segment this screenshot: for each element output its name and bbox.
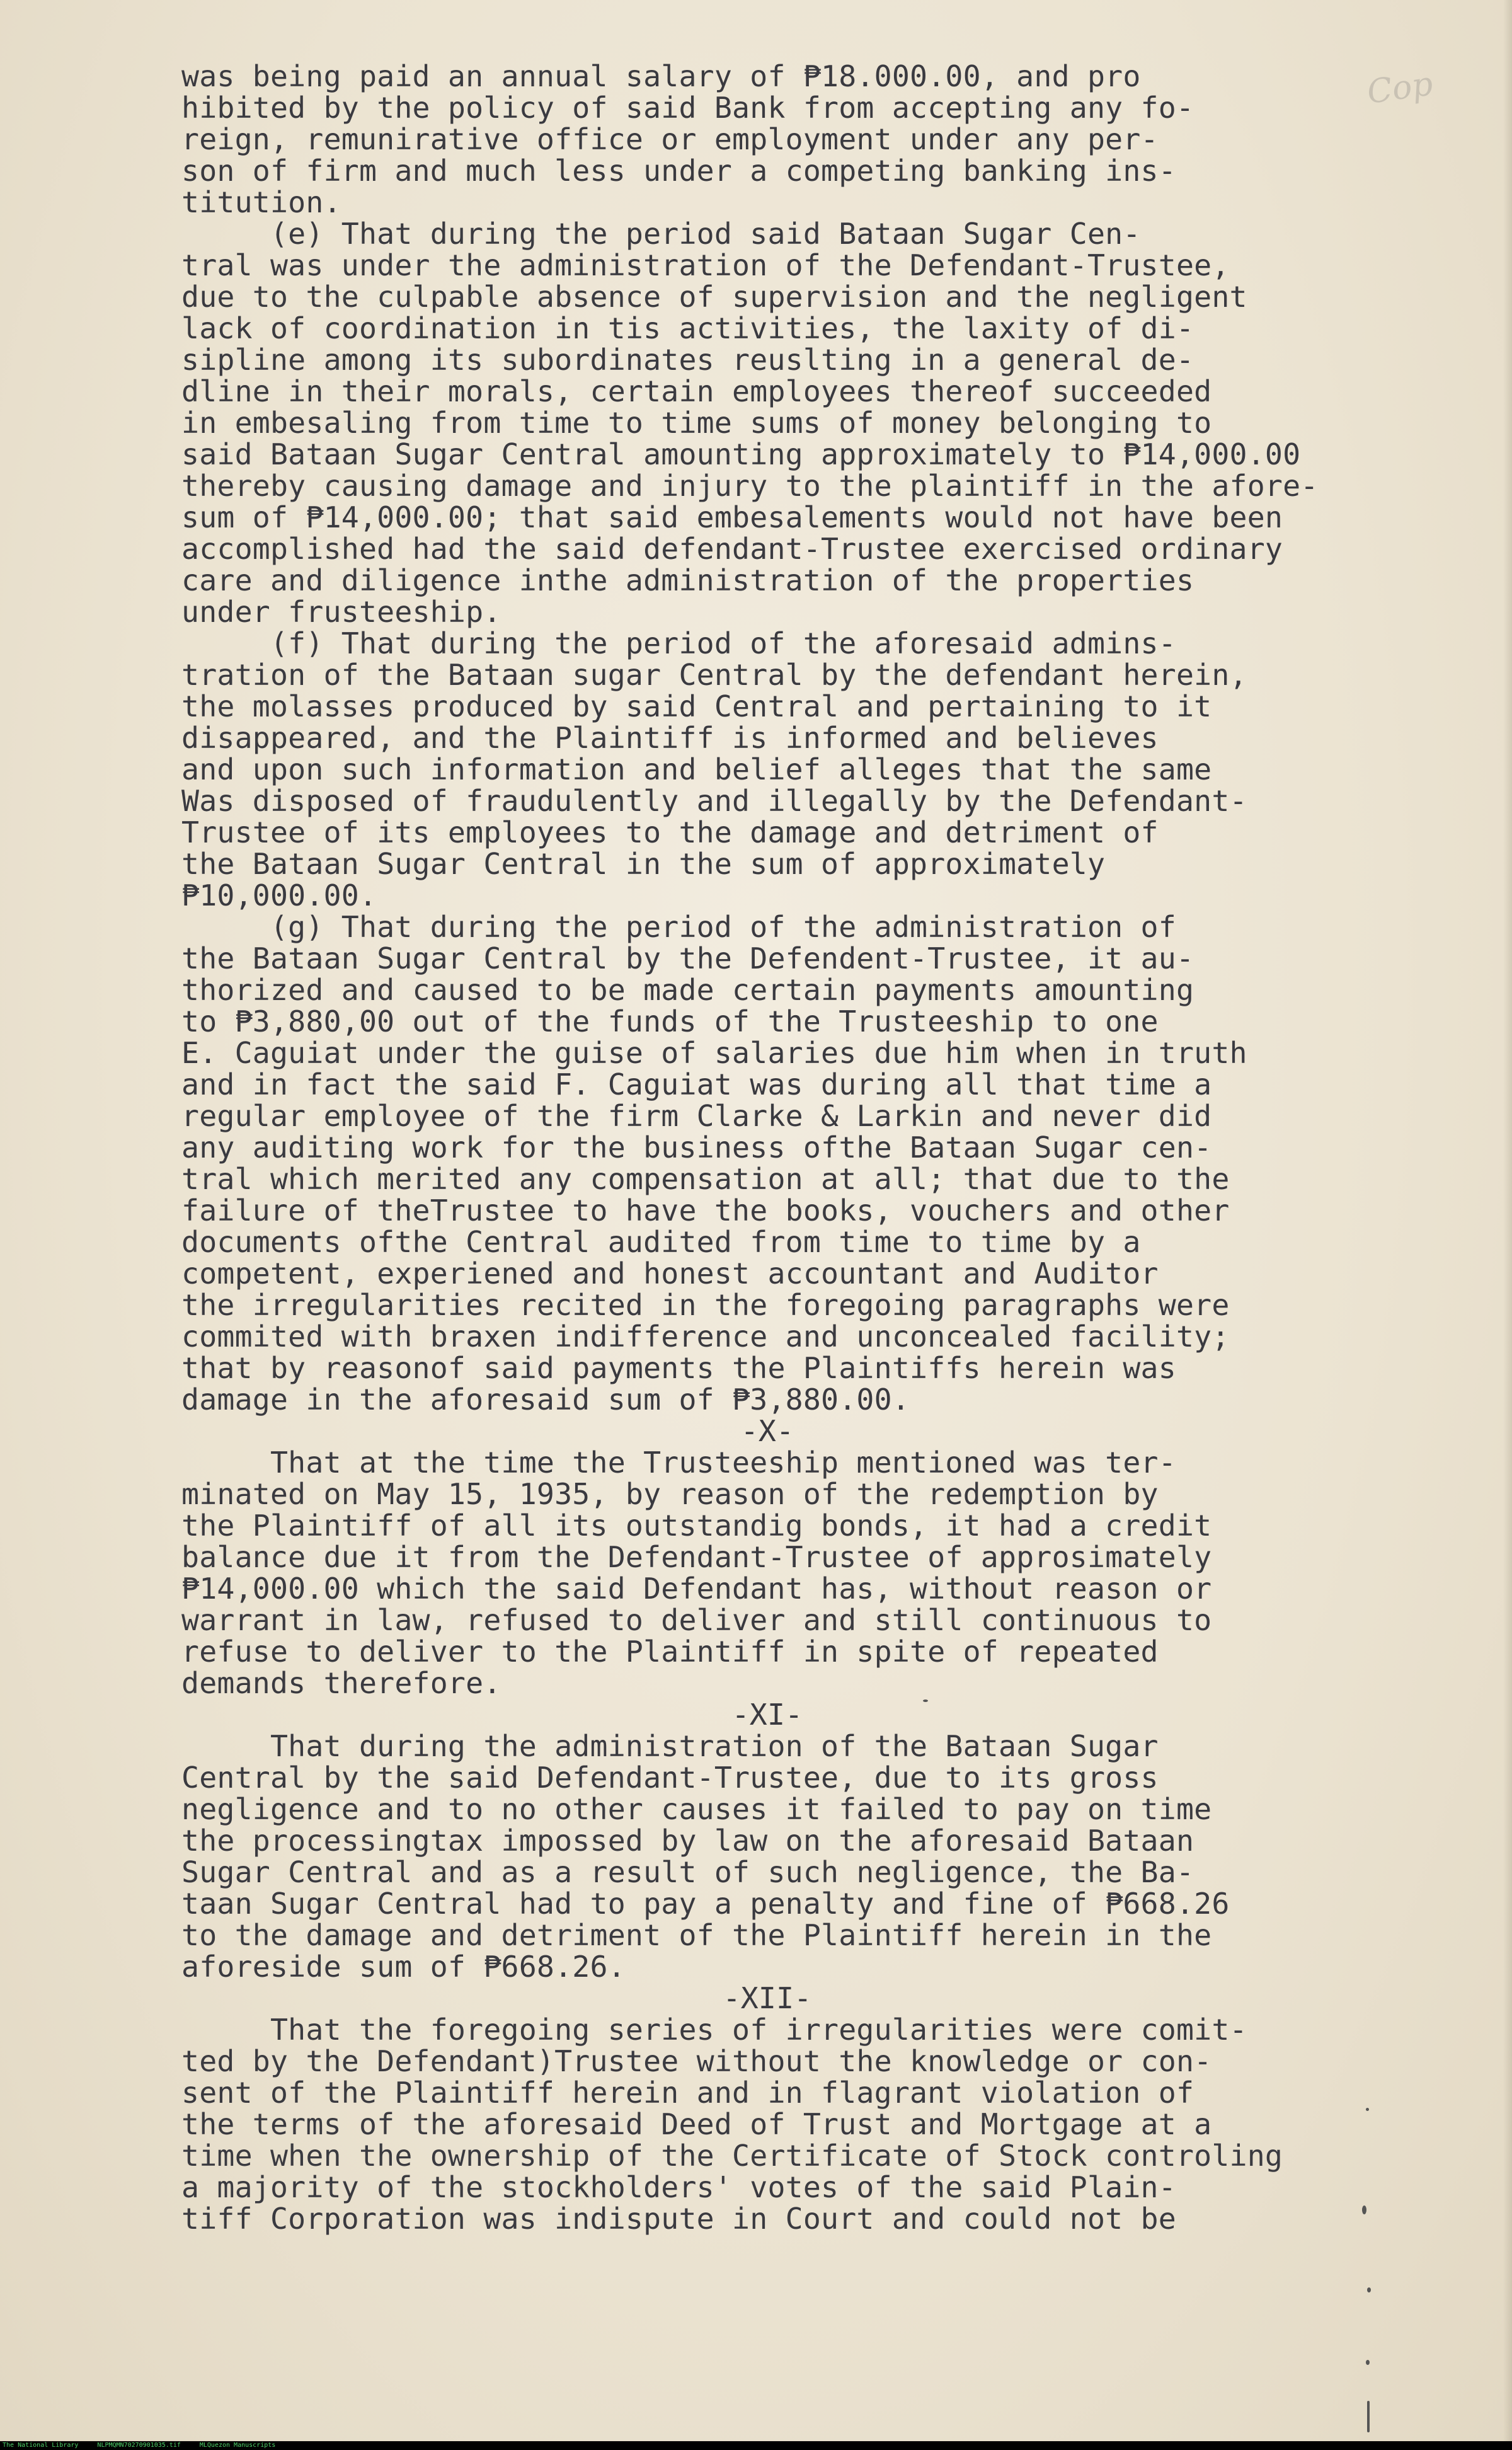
text-line: sum of ₱14,000.00; that said embesalements would not have been — [181, 500, 1283, 534]
margin-pencil-note: Cop — [1365, 65, 1436, 112]
text-line: That at the time the Trusteeship mentioned was ter- — [181, 1446, 1176, 1480]
text-line: demands therefore. — [181, 1666, 501, 1700]
text-line: taan Sugar Central had to pay a penalty and fine of ₱668.26 — [181, 1887, 1230, 1921]
section-x-heading: -X- — [740, 1414, 794, 1448]
text-line: tral was under the administration of the Defendant-Trustee, — [181, 248, 1230, 282]
body-paragraphs — [181, 60, 1441, 1415]
text-line: balance due it from the Defendant-Trustee of approsimately — [181, 1540, 1212, 1574]
text-line: hibited by the policy of said Bank from accepting any fo- — [181, 91, 1194, 125]
text-line: the processingtax impossed by law on the aforesaid Bataan — [181, 1824, 1194, 1858]
text-line: regular employee of the firm Clarke & Larkin and never did — [181, 1099, 1212, 1133]
text-line: the molasses produced by said Central and pertaining to it — [181, 689, 1212, 723]
ink-speck — [1366, 2108, 1369, 2111]
section-xii-paragraph — [181, 2014, 1441, 2234]
text-line: negligence and to no other causes it failed to pay on time — [181, 1792, 1212, 1826]
section-xi-heading: -XI- — [731, 1698, 803, 1732]
text-line: That the foregoing series of irregularities were comit- — [181, 2013, 1247, 2047]
text-line: damage in the aforesaid sum of ₱3,880.00. — [181, 1383, 910, 1417]
text-line: (g) That during the period of the administration of — [181, 910, 1176, 944]
text-line: That during the administration of the Bataan Sugar — [181, 1729, 1159, 1763]
section-xi-paragraph — [181, 1730, 1441, 1982]
footer-collection: MLQuezon Manuscripts — [199, 2442, 276, 2449]
text-line: aforeside sum of ₱668.26. — [181, 1950, 626, 1984]
text-line: to ₱3,880,00 out of the funds of the Trusteeship to one — [181, 1004, 1159, 1038]
page-edge-shadow — [1503, 0, 1512, 2441]
section-x-paragraph — [181, 1447, 1441, 1699]
text-line: accomplished had the said defendant-Trustee exercised ordinary — [181, 532, 1283, 566]
text-line: ₱10,000.00. — [181, 878, 377, 912]
text-line: said Bataan Sugar Central amounting approximately to ₱14,000.00 — [181, 437, 1301, 471]
text-line: refuse to deliver to the Plaintiff in spite of repeated — [181, 1635, 1159, 1669]
text-line: tration of the Bataan sugar Central by the defendant herein, — [181, 658, 1247, 692]
text-line: sipline among its subordinates reuslting in a general de- — [181, 343, 1194, 377]
section-xii-heading: -XII- — [723, 1981, 812, 2015]
text-line: and upon such information and belief alleges that the same — [181, 752, 1212, 786]
text-line: tiff Corporation was indispute in Court and could not be — [181, 2202, 1176, 2236]
text-line: lack of coordination in tis activities, the laxity of di- — [181, 311, 1194, 345]
text-line: the Bataan Sugar Central in the sum of approximately — [181, 847, 1106, 881]
text-line: sent of the Plaintiff herein and in flagrant violation of — [181, 2076, 1194, 2110]
text-line: the terms of the aforesaid Deed of Trust and Mortgage at a — [181, 2107, 1212, 2141]
text-line: titution. — [181, 185, 341, 219]
ink-speck — [923, 1699, 928, 1702]
text-line: dline in their morals, certain employees thereof succeeded — [181, 374, 1212, 408]
text-line: minated on May 15, 1935, by reason of the redemption by — [181, 1477, 1159, 1511]
text-line: time when the ownership of the Certificate of Stock controling — [181, 2139, 1283, 2173]
text-line: to the damage and detriment of the Plaintiff herein in the — [181, 1918, 1212, 1952]
text-line: commited with braxen indifference and unconcealed facility; — [181, 1320, 1230, 1354]
text-line: due to the culpable absence of supervision and the negligent — [181, 280, 1247, 314]
text-line: Central by the said Defendant-Trustee, due to its gross — [181, 1761, 1159, 1795]
text-line: that by reasonof said payments the Plaintiffs herein was — [181, 1351, 1176, 1385]
text-line: warrant in law, refused to deliver and still continuous to — [181, 1603, 1212, 1637]
archive-footer — [0, 2441, 1512, 2450]
text-line: competent, experiened and honest accountant and Auditor — [181, 1257, 1159, 1291]
text-line: care and diligence inthe administration of the properties — [181, 563, 1194, 597]
text-line: ₱14,000.00 which the said Defendant has, without reason or — [181, 1572, 1212, 1606]
text-line: and in fact the said F. Caguiat was during all that time a — [181, 1067, 1212, 1101]
text-line: in embesaling from time to time sums of money belonging to — [181, 406, 1212, 440]
text-line: any auditing work for the business ofthe Bataan Sugar cen- — [181, 1130, 1212, 1165]
footer-library: The National Library — [3, 2442, 79, 2449]
typewritten-body — [181, 60, 1441, 2234]
text-line: E. Caguiat under the guise of salaries due him when in truth — [181, 1036, 1247, 1070]
text-line: the irregularities recited in the foregoing paragraphs were — [181, 1288, 1230, 1322]
text-line: ted by the Defendant)Trustee without the knowledge or con- — [181, 2044, 1212, 2078]
text-line: a majority of the stockholders' votes of the said Plain- — [181, 2170, 1176, 2204]
ink-speck — [1366, 2360, 1370, 2365]
text-line: Sugar Central and as a result of such negligence, the Ba- — [181, 1855, 1194, 1889]
text-line: was being paid an annual salary of ₱18.000.00, and pro — [181, 59, 1141, 93]
text-line: thereby causing damage and injury to the plaintiff in the afore- — [181, 469, 1319, 503]
text-line: (e) That during the period said Bataan Sugar Cen- — [181, 217, 1141, 251]
ink-speck — [1362, 2206, 1366, 2214]
text-line: tral which merited any compensation at all; that due to the — [181, 1162, 1230, 1196]
text-line: reign, remunirative office or employment under any per- — [181, 122, 1159, 156]
text-line: the Plaintiff of all its outstandig bonds, it had a credit — [181, 1509, 1212, 1543]
text-line: failure of theTrustee to have the books, vouchers and other — [181, 1193, 1230, 1228]
footer-file: NLPMQMN70270901035.tif — [97, 2442, 181, 2449]
text-line: son of firm and much less under a competing banking ins- — [181, 154, 1176, 188]
ink-speck — [1367, 2401, 1370, 2432]
text-line: under frusteeship. — [181, 595, 501, 629]
text-line: disappeared, and the Plaintiff is informed and believes — [181, 721, 1159, 755]
text-line: documents ofthe Central audited from time to time by a — [181, 1225, 1141, 1259]
text-line: thorized and caused to be made certain payments amounting — [181, 973, 1194, 1007]
text-line: (f) That during the period of the aforesaid admins- — [181, 626, 1176, 660]
text-line: Trustee of its employees to the damage and detriment of — [181, 815, 1159, 849]
text-line: Was disposed of fraudulently and illegally by the Defendant- — [181, 784, 1247, 818]
ink-speck — [1367, 2287, 1371, 2292]
text-line: the Bataan Sugar Central by the Defendent-Trustee, it au- — [181, 941, 1194, 975]
